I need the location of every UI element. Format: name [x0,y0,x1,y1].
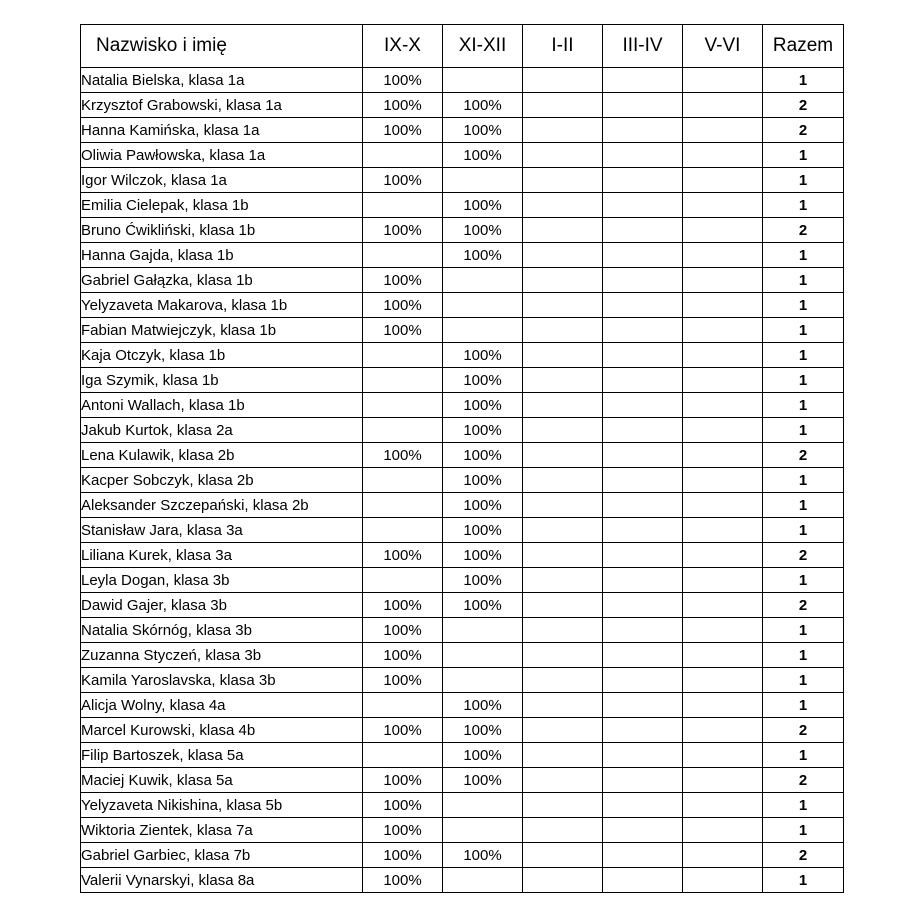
period-cell-iii-iv [603,243,683,268]
period-cell-ix-x: 100% [363,218,443,243]
period-cell-xi-xii: 100% [443,493,523,518]
period-cell-xi-xii [443,793,523,818]
table-row [81,393,844,418]
total-cell: 1 [763,468,844,493]
period-cell-i-ii [523,293,603,318]
period-cell-i-ii [523,643,603,668]
table-row [81,193,844,218]
period-cell-iii-iv [603,118,683,143]
table-row [81,618,844,643]
period-cell-v-vi [683,318,763,343]
period-cell-ix-x: 100% [363,668,443,693]
total-cell: 1 [763,193,844,218]
period-cell-iii-iv [603,643,683,668]
student-name-cell: Hanna Gajda, klasa 1b [81,243,363,268]
attendance-table [80,24,844,893]
period-cell-i-ii [523,843,603,868]
student-name-cell: Emilia Cielepak, klasa 1b [81,193,363,218]
period-cell-ix-x: 100% [363,843,443,868]
period-cell-v-vi [683,243,763,268]
period-cell-xi-xii: 100% [443,693,523,718]
period-cell-i-ii [523,318,603,343]
total-cell: 1 [763,68,844,93]
table-row [81,693,844,718]
period-cell-xi-xii: 100% [443,468,523,493]
table-row [81,643,844,668]
header-row [81,25,844,68]
period-cell-ix-x: 100% [363,618,443,643]
student-name-cell: Stanisław Jara, klasa 3a [81,518,363,543]
table-row [81,743,844,768]
period-cell-i-ii [523,618,603,643]
period-cell-v-vi [683,743,763,768]
period-cell-v-vi [683,718,763,743]
period-cell-v-vi [683,493,763,518]
student-name-cell: Marcel Kurowski, klasa 4b [81,718,363,743]
period-cell-v-vi [683,868,763,893]
period-cell-iii-iv [603,68,683,93]
header-name: Nazwisko i imię [81,25,363,68]
period-cell-iii-iv [603,793,683,818]
total-cell: 1 [763,268,844,293]
period-cell-xi-xii: 100% [443,118,523,143]
period-cell-iii-iv [603,143,683,168]
student-name-cell: Iga Szymik, klasa 1b [81,368,363,393]
table-row [81,718,844,743]
student-name-cell: Igor Wilczok, klasa 1a [81,168,363,193]
period-cell-i-ii [523,568,603,593]
period-cell-ix-x: 100% [363,118,443,143]
student-name-cell: Dawid Gajer, klasa 3b [81,593,363,618]
student-name-cell: Hanna Kamińska, klasa 1a [81,118,363,143]
period-cell-ix-x: 100% [363,768,443,793]
period-cell-ix-x: 100% [363,443,443,468]
period-cell-v-vi [683,593,763,618]
period-cell-v-vi [683,368,763,393]
period-cell-v-vi [683,643,763,668]
period-cell-i-ii [523,768,603,793]
period-cell-iii-iv [603,343,683,368]
period-cell-i-ii [523,818,603,843]
total-cell: 1 [763,318,844,343]
period-cell-xi-xii: 100% [443,93,523,118]
period-cell-ix-x: 100% [363,543,443,568]
total-cell: 2 [763,118,844,143]
period-cell-i-ii [523,493,603,518]
period-cell-ix-x [363,418,443,443]
period-cell-i-ii [523,193,603,218]
table-row [81,368,844,393]
table-body [81,68,844,893]
period-cell-ix-x [363,468,443,493]
period-cell-iii-iv [603,268,683,293]
table-row [81,468,844,493]
period-cell-iii-iv [603,768,683,793]
student-name-cell: Yelyzaveta Makarova, klasa 1b [81,293,363,318]
period-cell-i-ii [523,868,603,893]
period-cell-ix-x [363,343,443,368]
period-cell-xi-xii: 100% [443,343,523,368]
period-cell-ix-x [363,393,443,418]
period-cell-i-ii [523,543,603,568]
total-cell: 1 [763,243,844,268]
period-cell-iii-iv [603,693,683,718]
period-cell-iii-iv [603,168,683,193]
period-cell-xi-xii [443,618,523,643]
period-cell-xi-xii [443,293,523,318]
period-cell-v-vi [683,293,763,318]
period-cell-xi-xii: 100% [443,218,523,243]
period-cell-ix-x: 100% [363,268,443,293]
total-cell: 1 [763,618,844,643]
period-cell-i-ii [523,93,603,118]
total-cell: 1 [763,293,844,318]
period-cell-ix-x [363,693,443,718]
table-row [81,343,844,368]
total-cell: 1 [763,868,844,893]
period-cell-iii-iv [603,318,683,343]
table-row [81,793,844,818]
student-name-cell: Alicja Wolny, klasa 4a [81,693,363,718]
table-header [81,25,844,68]
period-cell-xi-xii: 100% [443,843,523,868]
period-cell-iii-iv [603,718,683,743]
period-cell-v-vi [683,193,763,218]
header-period-i-ii: I-II [523,25,603,68]
total-cell: 1 [763,493,844,518]
period-cell-ix-x [363,493,443,518]
student-name-cell: Jakub Kurtok, klasa 2a [81,418,363,443]
table-row [81,768,844,793]
period-cell-v-vi [683,793,763,818]
period-cell-iii-iv [603,368,683,393]
table-row [81,143,844,168]
period-cell-i-ii [523,593,603,618]
student-name-cell: Krzysztof Grabowski, klasa 1a [81,93,363,118]
period-cell-v-vi [683,93,763,118]
table-row [81,518,844,543]
table-row [81,668,844,693]
period-cell-i-ii [523,743,603,768]
period-cell-ix-x [363,143,443,168]
student-name-cell: Lena Kulawik, klasa 2b [81,443,363,468]
period-cell-iii-iv [603,868,683,893]
period-cell-xi-xii [443,168,523,193]
student-name-cell: Oliwia Pawłowska, klasa 1a [81,143,363,168]
period-cell-ix-x: 100% [363,293,443,318]
period-cell-v-vi [683,268,763,293]
total-cell: 1 [763,368,844,393]
period-cell-i-ii [523,243,603,268]
table-row [81,543,844,568]
student-name-cell: Natalia Bielska, klasa 1a [81,68,363,93]
period-cell-v-vi [683,418,763,443]
period-cell-ix-x: 100% [363,868,443,893]
period-cell-i-ii [523,468,603,493]
student-name-cell: Yelyzaveta Nikishina, klasa 5b [81,793,363,818]
student-name-cell: Leyla Dogan, klasa 3b [81,568,363,593]
period-cell-xi-xii [443,318,523,343]
period-cell-v-vi [683,518,763,543]
period-cell-ix-x: 100% [363,818,443,843]
header-period-v-vi: V-VI [683,25,763,68]
period-cell-xi-xii: 100% [443,393,523,418]
period-cell-v-vi [683,768,763,793]
header-period-iii-iv: III-IV [603,25,683,68]
table-row [81,93,844,118]
period-cell-iii-iv [603,843,683,868]
period-cell-i-ii [523,393,603,418]
period-cell-xi-xii: 100% [443,743,523,768]
period-cell-ix-x [363,568,443,593]
period-cell-ix-x [363,368,443,393]
period-cell-ix-x: 100% [363,168,443,193]
period-cell-i-ii [523,118,603,143]
period-cell-v-vi [683,443,763,468]
total-cell: 1 [763,668,844,693]
period-cell-i-ii [523,718,603,743]
table-row [81,843,844,868]
period-cell-iii-iv [603,468,683,493]
period-cell-v-vi [683,543,763,568]
period-cell-i-ii [523,68,603,93]
period-cell-xi-xii: 100% [443,418,523,443]
period-cell-i-ii [523,518,603,543]
total-cell: 1 [763,793,844,818]
period-cell-iii-iv [603,393,683,418]
total-cell: 1 [763,418,844,443]
table-row [81,418,844,443]
period-cell-xi-xii [443,668,523,693]
total-cell: 1 [763,693,844,718]
period-cell-v-vi [683,618,763,643]
period-cell-ix-x: 100% [363,68,443,93]
period-cell-iii-iv [603,218,683,243]
total-cell: 2 [763,93,844,118]
period-cell-i-ii [523,693,603,718]
table-row [81,493,844,518]
header-total: Razem [763,25,844,68]
period-cell-xi-xii [443,643,523,668]
total-cell: 2 [763,443,844,468]
period-cell-i-ii [523,668,603,693]
period-cell-iii-iv [603,668,683,693]
period-cell-xi-xii: 100% [443,543,523,568]
table-row [81,318,844,343]
total-cell: 2 [763,768,844,793]
period-cell-i-ii [523,793,603,818]
table-row [81,243,844,268]
period-cell-ix-x: 100% [363,643,443,668]
period-cell-iii-iv [603,193,683,218]
student-name-cell: Gabriel Gałązka, klasa 1b [81,268,363,293]
period-cell-v-vi [683,118,763,143]
student-name-cell: Aleksander Szczepański, klasa 2b [81,493,363,518]
period-cell-ix-x: 100% [363,593,443,618]
student-name-cell: Bruno Ćwikliński, klasa 1b [81,218,363,243]
period-cell-xi-xii: 100% [443,768,523,793]
period-cell-iii-iv [603,93,683,118]
period-cell-ix-x [363,193,443,218]
student-name-cell: Kacper Sobczyk, klasa 2b [81,468,363,493]
period-cell-i-ii [523,268,603,293]
period-cell-xi-xii: 100% [443,593,523,618]
student-name-cell: Fabian Matwiejczyk, klasa 1b [81,318,363,343]
period-cell-ix-x [363,743,443,768]
table-row [81,118,844,143]
total-cell: 2 [763,543,844,568]
period-cell-iii-iv [603,493,683,518]
period-cell-xi-xii: 100% [443,518,523,543]
period-cell-v-vi [683,568,763,593]
table-row [81,443,844,468]
total-cell: 2 [763,593,844,618]
total-cell: 1 [763,518,844,543]
period-cell-xi-xii: 100% [443,243,523,268]
period-cell-ix-x [363,518,443,543]
period-cell-ix-x: 100% [363,793,443,818]
period-cell-v-vi [683,68,763,93]
period-cell-iii-iv [603,593,683,618]
period-cell-i-ii [523,168,603,193]
total-cell: 2 [763,718,844,743]
header-period-xi-xii: XI-XII [443,25,523,68]
header-period-ix-x: IX-X [363,25,443,68]
student-name-cell: Liliana Kurek, klasa 3a [81,543,363,568]
table-row [81,593,844,618]
student-name-cell: Maciej Kuwik, klasa 5a [81,768,363,793]
period-cell-xi-xii: 100% [443,443,523,468]
period-cell-i-ii [523,343,603,368]
period-cell-xi-xii: 100% [443,143,523,168]
period-cell-v-vi [683,818,763,843]
period-cell-iii-iv [603,518,683,543]
period-cell-i-ii [523,368,603,393]
period-cell-iii-iv [603,418,683,443]
period-cell-v-vi [683,843,763,868]
period-cell-iii-iv [603,293,683,318]
period-cell-xi-xii: 100% [443,368,523,393]
period-cell-iii-iv [603,543,683,568]
table-row [81,168,844,193]
total-cell: 1 [763,143,844,168]
period-cell-iii-iv [603,568,683,593]
table-row [81,818,844,843]
period-cell-v-vi [683,468,763,493]
period-cell-i-ii [523,418,603,443]
total-cell: 1 [763,643,844,668]
period-cell-v-vi [683,143,763,168]
period-cell-i-ii [523,143,603,168]
table-row [81,268,844,293]
table-row [81,868,844,893]
table-row [81,68,844,93]
table-row [81,293,844,318]
student-name-cell: Filip Bartoszek, klasa 5a [81,743,363,768]
student-name-cell: Antoni Wallach, klasa 1b [81,393,363,418]
period-cell-xi-xii [443,868,523,893]
student-name-cell: Gabriel Garbiec, klasa 7b [81,843,363,868]
period-cell-v-vi [683,343,763,368]
student-name-cell: Valerii Vynarskyi, klasa 8a [81,868,363,893]
period-cell-xi-xii: 100% [443,568,523,593]
table-row [81,218,844,243]
total-cell: 1 [763,393,844,418]
period-cell-v-vi [683,668,763,693]
period-cell-xi-xii: 100% [443,193,523,218]
period-cell-ix-x: 100% [363,93,443,118]
table-row [81,568,844,593]
period-cell-iii-iv [603,443,683,468]
period-cell-ix-x: 100% [363,718,443,743]
period-cell-iii-iv [603,743,683,768]
period-cell-iii-iv [603,818,683,843]
period-cell-xi-xii: 100% [443,718,523,743]
period-cell-ix-x: 100% [363,318,443,343]
total-cell: 1 [763,568,844,593]
period-cell-v-vi [683,218,763,243]
total-cell: 1 [763,343,844,368]
total-cell: 1 [763,743,844,768]
student-name-cell: Natalia Skórnóg, klasa 3b [81,618,363,643]
period-cell-xi-xii [443,68,523,93]
period-cell-i-ii [523,443,603,468]
student-name-cell: Zuzanna Styczeń, klasa 3b [81,643,363,668]
student-name-cell: Kaja Otczyk, klasa 1b [81,343,363,368]
period-cell-iii-iv [603,618,683,643]
student-name-cell: Wiktoria Zientek, klasa 7a [81,818,363,843]
period-cell-i-ii [523,218,603,243]
period-cell-xi-xii [443,268,523,293]
period-cell-v-vi [683,693,763,718]
total-cell: 1 [763,168,844,193]
student-name-cell: Kamila Yaroslavska, klasa 3b [81,668,363,693]
total-cell: 1 [763,818,844,843]
period-cell-v-vi [683,393,763,418]
total-cell: 2 [763,218,844,243]
period-cell-v-vi [683,168,763,193]
period-cell-ix-x [363,243,443,268]
period-cell-xi-xii [443,818,523,843]
total-cell: 2 [763,843,844,868]
